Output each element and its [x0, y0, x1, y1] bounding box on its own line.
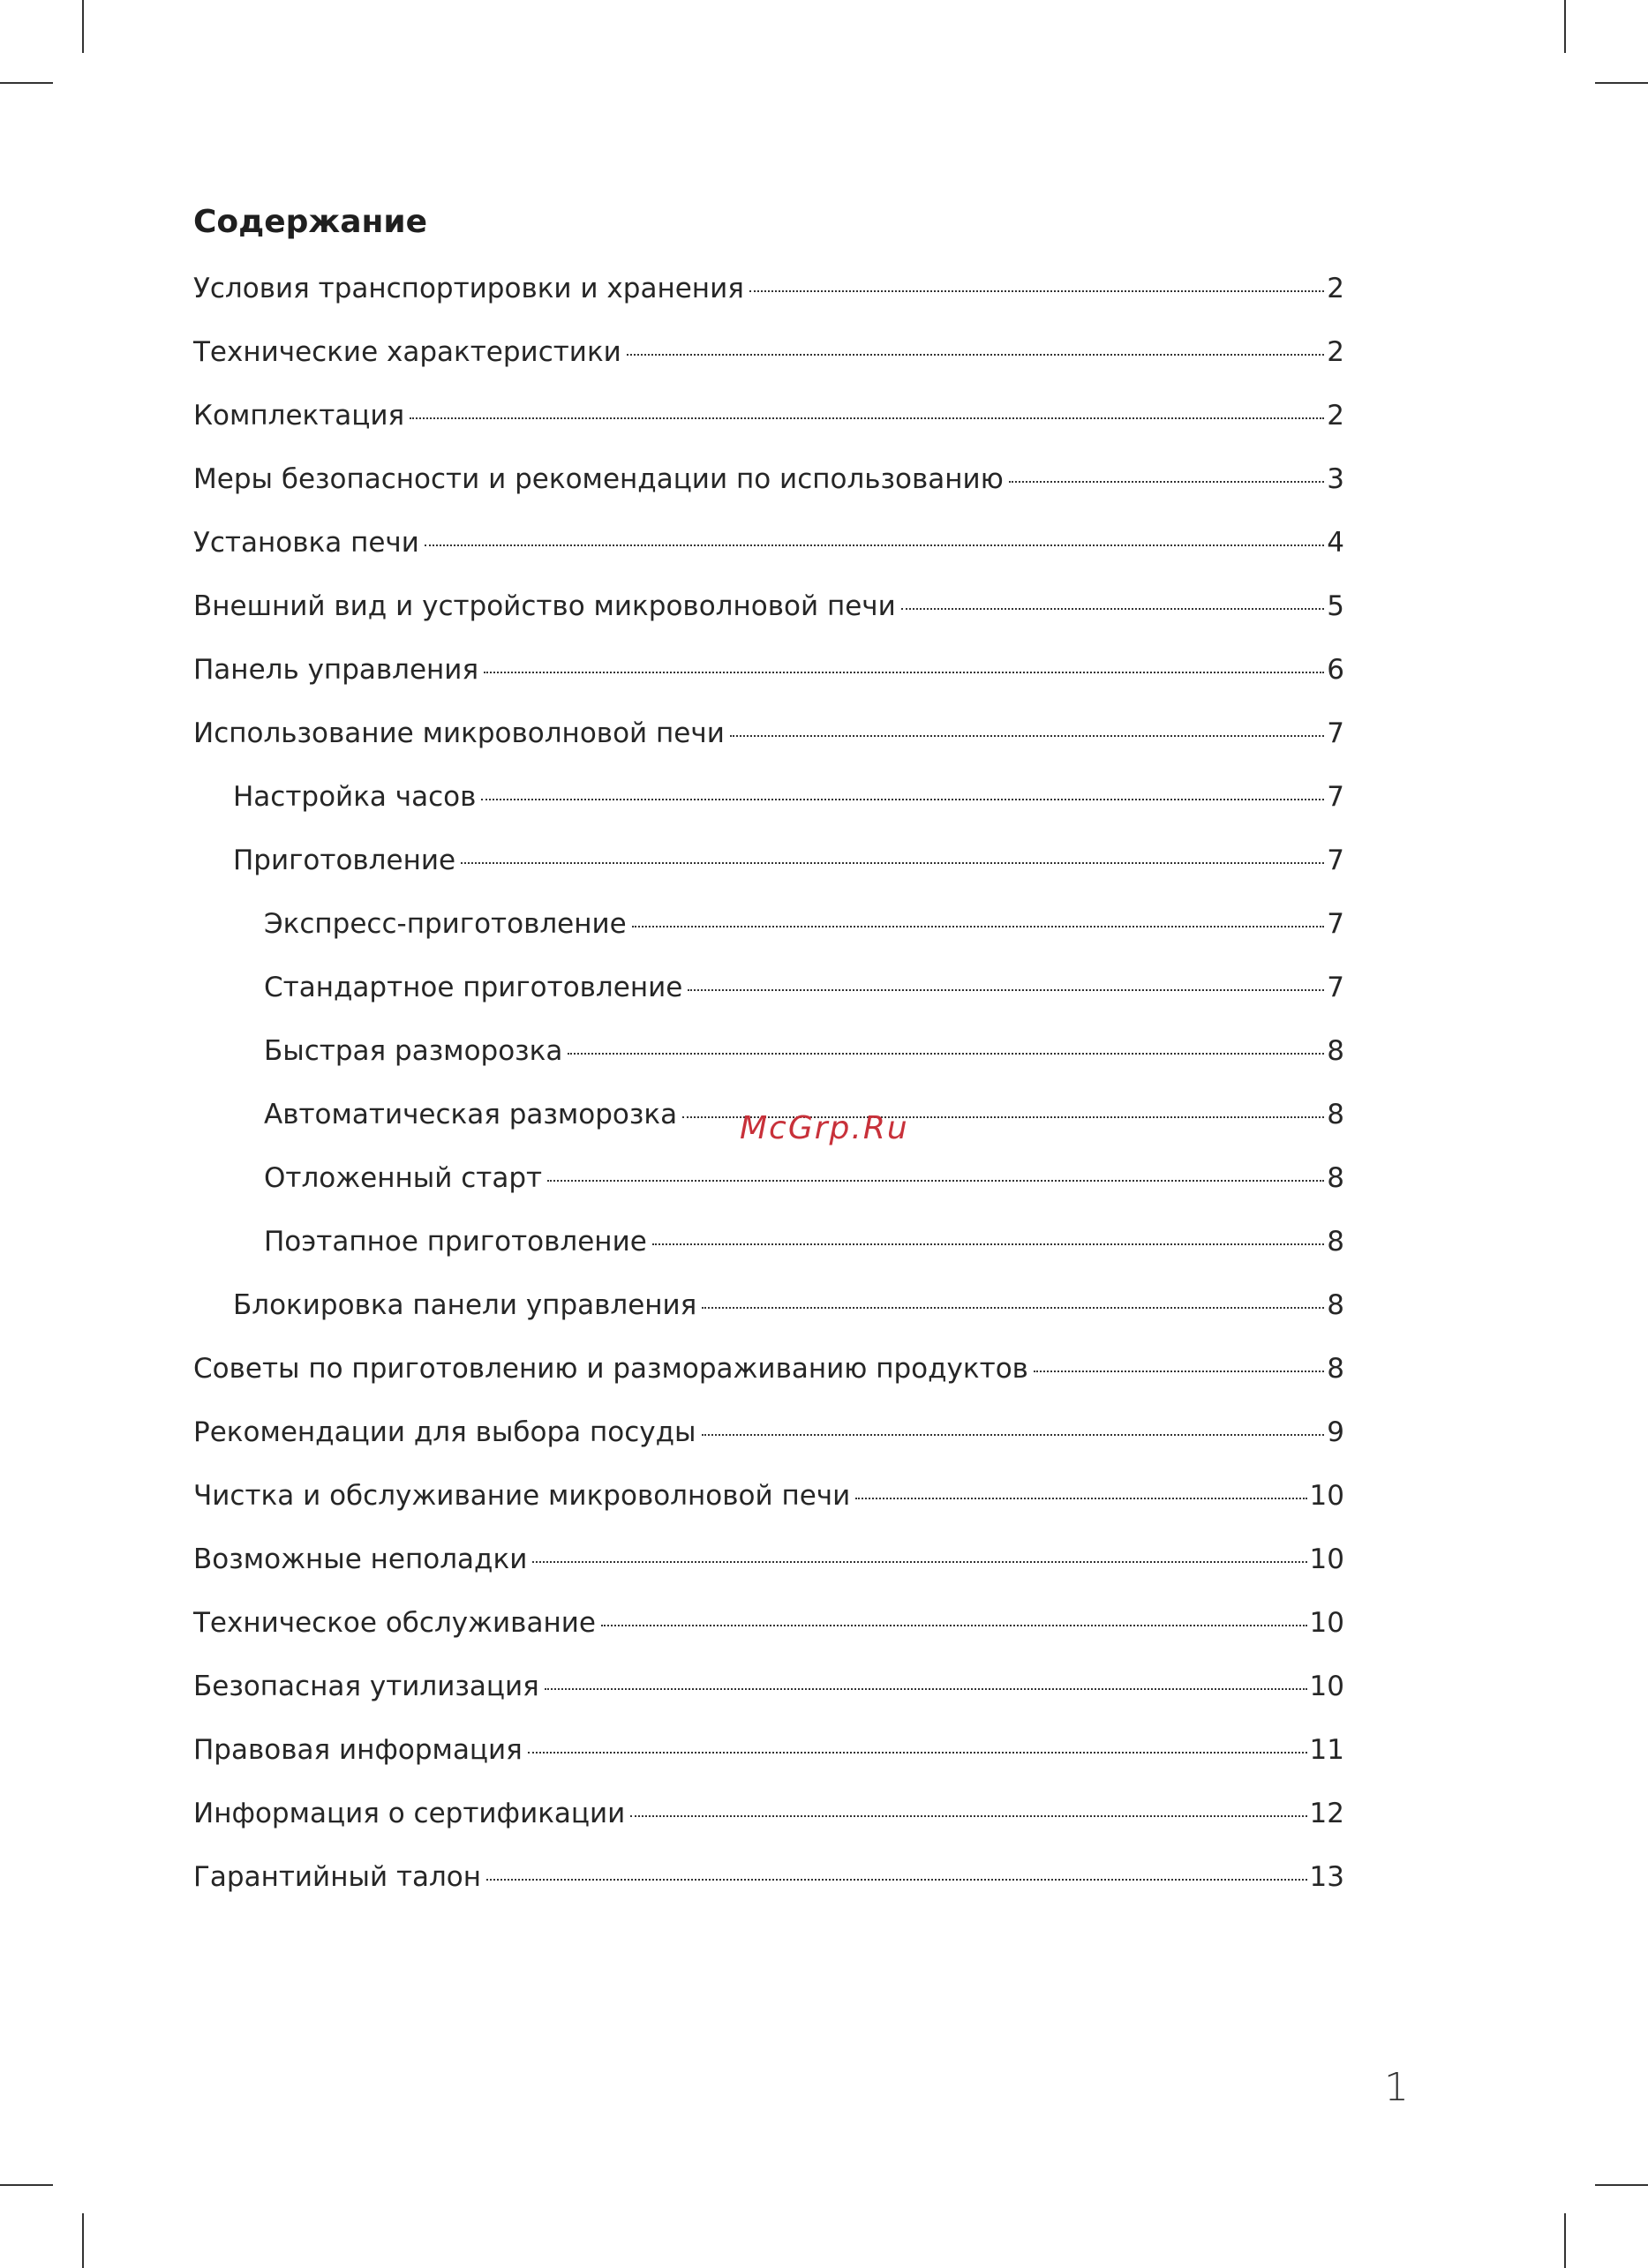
toc-entry[interactable]	[193, 1536, 1344, 1599]
toc-entry-label: Техническое обслуживание	[193, 1607, 596, 1639]
toc-entry-page: 7	[1327, 845, 1344, 876]
toc-dot-leader	[630, 1815, 1306, 1817]
toc-dot-leader	[532, 1561, 1306, 1563]
toc-entry-page: 7	[1327, 781, 1344, 813]
toc-dot-leader	[627, 354, 1324, 356]
toc-entry-label: Советы по приготовлению и размораживанию продуктов	[193, 1353, 1028, 1385]
toc-entry-page: 4	[1327, 527, 1344, 559]
toc-entry-page: 3	[1327, 463, 1344, 495]
toc-dot-leader	[528, 1752, 1307, 1754]
table-of-contents	[193, 265, 1344, 1917]
page-number: 1	[1384, 2065, 1409, 2110]
toc-entry-label: Правовая информация	[193, 1734, 523, 1766]
toc-entry-page: 5	[1327, 590, 1344, 622]
toc-entry[interactable]	[193, 455, 1344, 519]
toc-entry-page: 2	[1327, 400, 1344, 432]
toc-dot-leader	[484, 672, 1324, 673]
toc-entry[interactable]	[193, 1663, 1344, 1726]
toc-entry[interactable]	[193, 265, 1344, 328]
toc-entry-label: Безопасная утилизация	[193, 1671, 539, 1702]
toc-dot-leader	[901, 608, 1324, 610]
toc-entry-page: 8	[1327, 1099, 1344, 1130]
toc-entry[interactable]	[193, 900, 1344, 964]
toc-entry-page: 7	[1327, 717, 1344, 749]
toc-dot-leader	[410, 417, 1324, 419]
toc-entry[interactable]	[193, 1345, 1344, 1408]
toc-dot-leader	[749, 290, 1324, 292]
toc-entry-label: Рекомендации для выбора посуды	[193, 1416, 696, 1448]
toc-entry-label: Быстрая разморозка	[264, 1035, 563, 1067]
toc-dot-leader	[688, 989, 1324, 991]
toc-entry-page: 8	[1327, 1226, 1344, 1258]
toc-entry-label: Приготовление	[233, 845, 456, 876]
toc-entry-label: Автоматическая разморозка	[264, 1099, 678, 1130]
toc-dot-leader	[545, 1688, 1307, 1690]
crop-mark-bottom-left-horizontal	[0, 2184, 53, 2186]
toc-dot-leader	[730, 735, 1324, 737]
toc-entry-page: 10	[1309, 1480, 1344, 1512]
toc-dot-leader	[547, 1180, 1324, 1182]
toc-entry[interactable]	[193, 710, 1344, 773]
toc-entry[interactable]	[193, 582, 1344, 646]
toc-entry[interactable]	[193, 1408, 1344, 1472]
toc-entry-label: Использование микроволновой печи	[193, 717, 725, 749]
toc-entry[interactable]	[193, 964, 1344, 1027]
toc-entry[interactable]	[193, 1154, 1344, 1218]
toc-entry-label: Гарантийный талон	[193, 1861, 482, 1893]
toc-dot-leader	[652, 1243, 1324, 1245]
toc-entry[interactable]	[193, 773, 1344, 837]
toc-entry-label: Блокировка панели управления	[233, 1289, 697, 1321]
toc-entry-label: Поэтапное приготовление	[264, 1226, 647, 1258]
toc-entry-page: 8	[1327, 1162, 1344, 1194]
toc-entry[interactable]	[193, 1281, 1344, 1345]
toc-entry-page: 11	[1309, 1734, 1344, 1766]
crop-mark-top-left-horizontal	[0, 82, 53, 84]
toc-entry-page: 7	[1327, 908, 1344, 940]
toc-entry-label: Установка печи	[193, 527, 419, 559]
toc-entry-label: Отложенный старт	[264, 1162, 543, 1194]
toc-entry-page: 2	[1327, 336, 1344, 368]
toc-heading: Содержание	[193, 204, 428, 240]
toc-entry-label: Меры безопасности и рекомендации по использованию	[193, 463, 1004, 495]
toc-entry-label: Чистка и обслуживание микроволновой печи	[193, 1480, 851, 1512]
toc-entry-page: 8	[1327, 1353, 1344, 1385]
toc-entry-label: Настройка часов	[233, 781, 477, 813]
toc-entry-page: 12	[1309, 1798, 1344, 1829]
toc-entry-label: Условия транспортировки и хранения	[193, 273, 744, 304]
toc-entry[interactable]	[193, 1853, 1344, 1917]
toc-entry[interactable]	[193, 837, 1344, 900]
crop-mark-bottom-right-vertical	[1564, 2213, 1566, 2268]
toc-entry[interactable]	[193, 1027, 1344, 1091]
crop-mark-bottom-right-horizontal	[1595, 2184, 1648, 2186]
watermark-text: McGrp.Ru	[740, 1110, 909, 1146]
toc-dot-leader	[1009, 481, 1324, 483]
toc-dot-leader	[702, 1434, 1324, 1436]
toc-dot-leader	[486, 1879, 1307, 1881]
toc-entry-label: Технические характеристики	[193, 336, 621, 368]
toc-entry[interactable]	[193, 1599, 1344, 1663]
toc-entry-page: 7	[1327, 972, 1344, 1003]
toc-entry-label: Экспресс-приготовление	[264, 908, 627, 940]
toc-entry-page: 6	[1327, 654, 1344, 686]
toc-entry[interactable]	[193, 1726, 1344, 1790]
toc-entry[interactable]	[193, 646, 1344, 710]
toc-entry[interactable]	[193, 1790, 1344, 1853]
toc-entry-page: 10	[1309, 1607, 1344, 1639]
crop-mark-top-right-horizontal	[1595, 82, 1648, 84]
toc-entry[interactable]	[193, 392, 1344, 455]
toc-dot-leader	[1034, 1371, 1324, 1372]
toc-dot-leader	[481, 799, 1324, 800]
crop-mark-top-right-vertical	[1564, 0, 1566, 53]
toc-entry-page: 8	[1327, 1289, 1344, 1321]
crop-mark-bottom-left-vertical	[82, 2213, 84, 2268]
toc-entry[interactable]	[193, 1218, 1344, 1281]
toc-entry-label: Панель управления	[193, 654, 479, 686]
toc-dot-leader	[702, 1307, 1324, 1309]
toc-entry-page: 13	[1309, 1861, 1344, 1893]
toc-entry-page: 10	[1309, 1671, 1344, 1702]
toc-entry-page: 8	[1327, 1035, 1344, 1067]
toc-entry-label: Возможные неполадки	[193, 1543, 528, 1575]
toc-entry[interactable]	[193, 1472, 1344, 1536]
toc-dot-leader	[461, 862, 1324, 864]
toc-dot-leader	[632, 926, 1324, 927]
toc-entry[interactable]	[193, 328, 1344, 392]
toc-dot-leader	[855, 1498, 1306, 1499]
toc-dot-leader	[601, 1625, 1307, 1626]
toc-dot-leader	[425, 544, 1324, 546]
toc-entry-page: 9	[1327, 1416, 1344, 1448]
toc-entry-page: 2	[1327, 273, 1344, 304]
toc-entry[interactable]	[193, 519, 1344, 582]
toc-entry-label: Комплектация	[193, 400, 405, 432]
crop-mark-top-left-vertical	[82, 0, 84, 53]
toc-entry-label: Стандартное приготовление	[264, 972, 683, 1003]
toc-entry-page: 10	[1309, 1543, 1344, 1575]
toc-dot-leader	[568, 1053, 1324, 1055]
toc-entry-label: Информация о сертификации	[193, 1798, 626, 1829]
toc-entry-label: Внешний вид и устройство микроволновой печи	[193, 590, 896, 622]
